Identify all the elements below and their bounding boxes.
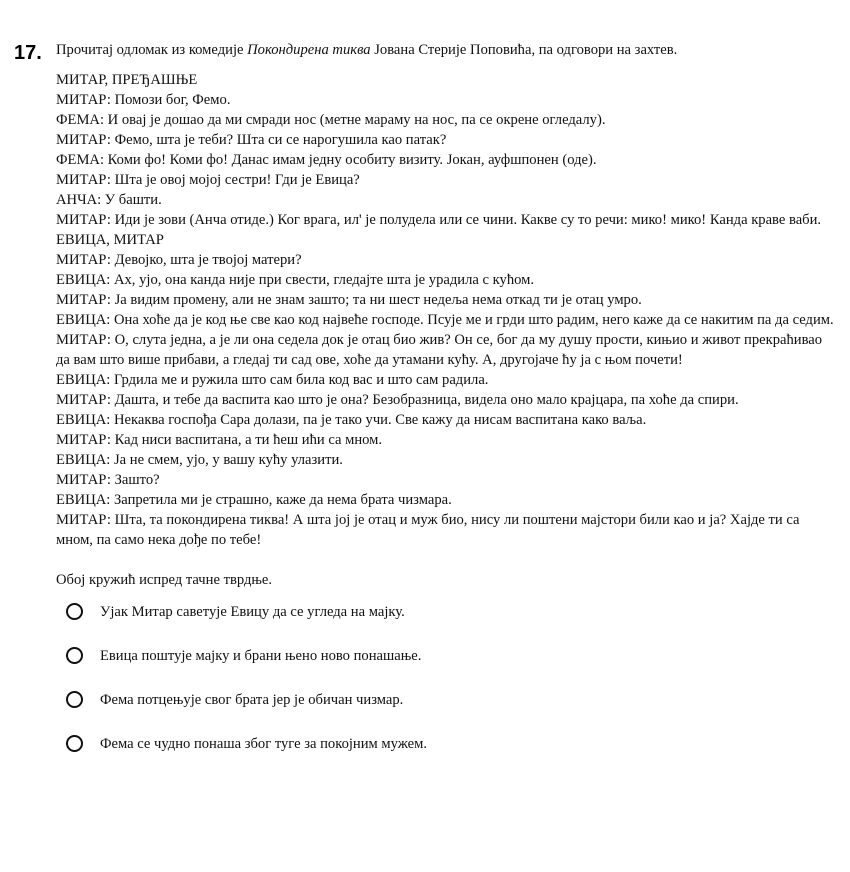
dialogue-line: ЕВИЦА: Ах, ујо, она канда није при свести, гледајте шта је урадила с кућом.: [56, 272, 535, 288]
answer-option-3[interactable]: [56, 690, 838, 734]
dialogue-line: МИТАР: Фемо, шта је теби? Шта си се нарогушила као патак?: [56, 132, 447, 148]
dialogue-line: ЕВИЦА: Грдила ме и ружила што сам била код вас и што сам радила.: [56, 372, 489, 388]
answer-instruction: Обој кружић испред тачне тврдње.: [56, 572, 273, 588]
dialogue-line: ЕВИЦА, МИТАР: [56, 232, 164, 248]
dialogue-line: МИТАР: Шта, та покондирена тиква! А шта јој је отац и муж био, нису ли поштени мајстори били као и ја? Хајде ти са мном, па само нека дође по тебе!: [56, 512, 800, 548]
dialogue-line: ЕВИЦА: Ја не смем, ујо, у вашу кућу улазити.: [56, 452, 343, 468]
answer-option-label: Фема се чудно понаша због туге за покојним мужем.: [100, 736, 428, 752]
answer-option-4[interactable]: [56, 734, 838, 778]
answer-option-1[interactable]: [56, 602, 838, 646]
dialogue-line: ФЕМА: И овај је дошао да ми смради нос (метне мараму на нос, па се окрене огледалу).: [56, 112, 606, 128]
radio-circle-icon[interactable]: [66, 691, 83, 708]
answer-option-2[interactable]: [56, 646, 838, 690]
question-number: 17.: [14, 42, 42, 64]
dialogue-line: МИТАР: Ја видим промену, али не знам зашто; та ни шест недеља нема откад ти је отац умро.: [56, 292, 642, 308]
dialogue-line: МИТАР: Дашта, и тебе да васпита као што је она? Безобразница, видела оно мало крајцара, па хоће да спири.: [56, 392, 739, 408]
play-title: Покондирена тиква: [247, 42, 371, 58]
dialogue-line: МИТАР, ПРЕЂАШЊЕ: [56, 72, 198, 88]
dialogue-line: ФЕМА: Коми фо! Коми фо! Данас имам једну особиту визиту. Јокан, ауфшпонен (оде).: [56, 152, 597, 168]
dialogue-line: МИТАР: Шта је овој мојој сестри! Гди је Евица?: [56, 172, 360, 188]
dialogue-excerpt: [56, 70, 838, 550]
answer-options: [56, 602, 838, 778]
dialogue-line: ЕВИЦА: Запретила ми је страшно, каже да нема брата чизмара.: [56, 492, 452, 508]
dialogue-line: АНЧА: У башти.: [56, 192, 162, 208]
dialogue-line: МИТАР: Зашто?: [56, 472, 160, 488]
prompt-text-before: Прочитај одломак из комедије: [56, 42, 248, 58]
question-prompt: [56, 40, 838, 60]
dialogue-line: МИТАР: Девојко, шта је твојој матери?: [56, 252, 302, 268]
dialogue-line: МИТАР: Кад ниси васпитана, а ти ћеш ићи са мном.: [56, 432, 383, 448]
radio-circle-icon[interactable]: [66, 735, 83, 752]
question-body: [56, 40, 838, 778]
dialogue-line: ЕВИЦА: Некаква госпођа Сара долази, па је тако учи. Све кажу да нисам васпитана како ваља.: [56, 412, 647, 428]
radio-circle-icon[interactable]: [66, 647, 83, 664]
answer-option-label: Евица поштује мајку и брани њено ново понашање.: [100, 648, 422, 664]
prompt-text-after: Јована Стерије Поповића, па одговори на захтев.: [370, 42, 678, 58]
dialogue-line: ЕВИЦА: Она хоће да је код ње све као код највеће господе. Псује ме и грди што радим, него каже да се накитим па да седим.: [56, 312, 834, 328]
dialogue-line: МИТАР: Помози бог, Фемо.: [56, 92, 231, 108]
dialogue-line: МИТАР: Иди је зови (Анча отиде.) Ког врага, ил' је полудела или се чини. Какве су то речи: мико! мико! Канда краве ваби.: [56, 212, 822, 228]
dialogue-line: МИТАР: О, слута једна, а је ли она седела док је отац био жив? Он се, бог да му душу прости, кињио и живот прекраћивао да вам што више прибави, а гледај ти сад ове, хоће да утамани кућу. А, другојаче ћу ја с њом почети!: [56, 332, 823, 368]
answer-option-label: Фема потцењује свог брата јер је обичан чизмар.: [100, 692, 404, 708]
answer-option-label: Ујак Митар саветује Евицу да се угледа на мајку.: [100, 604, 405, 620]
radio-circle-icon[interactable]: [66, 603, 83, 620]
